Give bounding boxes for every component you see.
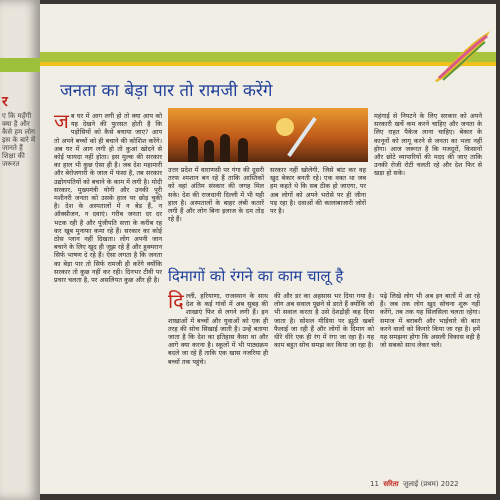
article-column-3: सरकार नहीं खोलेगी, जिसे बांट कर वह खुद बेकार बनती रहे। एक वक्त था जब हम कहते थे कि सब ठीक हो जाएगा, पर अब लोगों को अपने भरोसे पर ही जीना पड़ रहा है। दवाओं की कालाबाजारी जोरों पर है। [270,166,366,216]
article-column-1-text: ब घर में आग लगी हो तो क्या आप को यह देखने की फुरसत होती है कि पड़ोसियों को कैसे बचाया जाए? आप तो अपने बच्चों को ही बचाने की कोशिश करेंगे। अब घर में आग लगी हो तो कुआं खोदने से कोई फायदा नहीं होता। इस मुल्क की सरकार का हाल भी कुछ ऐसा ही है। जब देश महामारी और बेरोजगारी के जाल में फंसा है, तब सरकार उद्योगपतियों को बचाने के काम में लगी है। मोदी सरकार, मुख्यमंत्री योगी और उनकी पूरी मशीनरी जनता को उसके हाल पर छोड़ चुकी है। देश के अस्पतालों में न बेड हैं, न ऑक्सीजन, न दवाएं। गरीब जनता दर दर भटक रही है और पूंजीपति सत्ता के करीब रह कर खूब मुनाफा कमा रहे हैं। सरकार का कोई ठोस प्लान नहीं दिखता। लोग अपनी जान बचाने के लिए खुद ही जूझ रहे हैं और हुक्मरान सिर्फ भाषण दे रहे हैं। ऐसा लगता है कि जनता का बेड़ा पार तो सिर्फ रामजी ही करेंगे क्योंकि सरकार तो कुछ नहीं कर रही। दिनभर टीवी पर प्रचार चलता है, पर असलियत कुछ और ही है। [54,112,162,285]
photo-figure [220,134,230,162]
second-article-column-1 [168,289,268,456]
second-article-column-2: की और डर का अहसास भर दिया गया है। लोग अब सवाल पूछने से डरते हैं क्योंकि जो भी सवाल करता है उसे देशद्रोही कह दिया जाता है। सोशल मीडिया पर झूठी खबरें फैलाई जा रही हैं और लोगों के दिमाग को धीरे धीरे एक ही रंग में रंगा जा रहा है। यह काम बहुत सोच समझ कर किया जा रहा है। [274,292,374,350]
page-footer [370,480,459,489]
previous-page-text [2,86,36,168]
article-column-4: महंगाई से निपटने के लिए सरकार को अपने सरकारी खर्चे कम करने चाहिए और जनता के लिए राहत पैकेज लाना चाहिए। बेकार के कानूनों को लागू करने से जनता का भला नहीं होगा। आज जरूरत है कि मजदूरों, किसानों और छोटे व्यापारियों की मदद की जाए ताकि उनकी रोजी रोटी चलती रहे और देश फिर से खड़ा हो सके। [374,112,482,178]
photo-sun [276,118,294,136]
second-article-column-1-text: ल्ली, हरियाणा, राजस्थान के साथ देश के कई गांवों में अब सुबह की शाखाएं फिर से लगने लगी हैं। इन शाखाओं में बच्चों और युवाओं को एक ही तरह की सोच सिखाई जाती है। उन्हें बताया जाता है कि देश का इतिहास कैसा था और आगे क्या करना है। स्कूलों में भी पाठ्यक्रम बदले जा रहे हैं ताकि एक खास नजरिया ही बच्चों तक पहुंचे। [168,292,268,366]
previous-page-stripe [0,58,40,72]
previous-page-body: ए कि महँगी क्या है और कैसे हम लोग इस के बारे में जानते हैं शिक्षा की जरूरत [2,112,36,168]
previous-page-big-char: र [2,94,8,110]
article-column-2: उत्तर प्रदेश में वाराणसी पर गंगा की दूसरी तरफ श्मशान बन रहे हैं ताकि आस्तिकों को वहां अंतिम संस्कार की जगह मिल सके। देश की राजधानी दिल्ली में भी यही हाल है। अस्पतालों के बाहर लंबी कतारें लगी हैं और लोग बिना इलाज के दम तोड़ रहे हैं। [168,166,264,224]
photo-figure [188,136,198,162]
second-drop-cap: दि [168,289,184,313]
drop-cap: ज [54,109,69,133]
previous-page [0,0,40,500]
article-photo [168,108,368,162]
magazine-page [40,4,496,494]
second-article-title: दिमागों को रंगने का काम चालू है [168,267,344,285]
issue-date: जुलाई (प्रथम) 2022 [403,480,459,488]
article-title: जनता का बेड़ा पार तो रामजी करेंगे [60,81,273,101]
photo-figure [238,138,248,162]
article-column-1 [54,109,162,458]
second-article-column-3: पढ़े लिखे लोग भी अब इन बातों में आ रहे हैं। जब तक लोग खुद सोचना शुरू नहीं करेंगे, तब तक यह सिलसिला चलता रहेगा। समाज में बराबरी और भाईचारे की बात करने वालों को किनारे किया जा रहा है। हमें यह समझना होगा कि असली विकास वही है जो सबको साथ लेकर चले। [380,292,480,350]
page-number: 11 [370,480,379,488]
photo-figure [204,140,214,162]
feather-logo-icon [425,26,495,86]
magazine-name: सरिता [383,480,399,488]
